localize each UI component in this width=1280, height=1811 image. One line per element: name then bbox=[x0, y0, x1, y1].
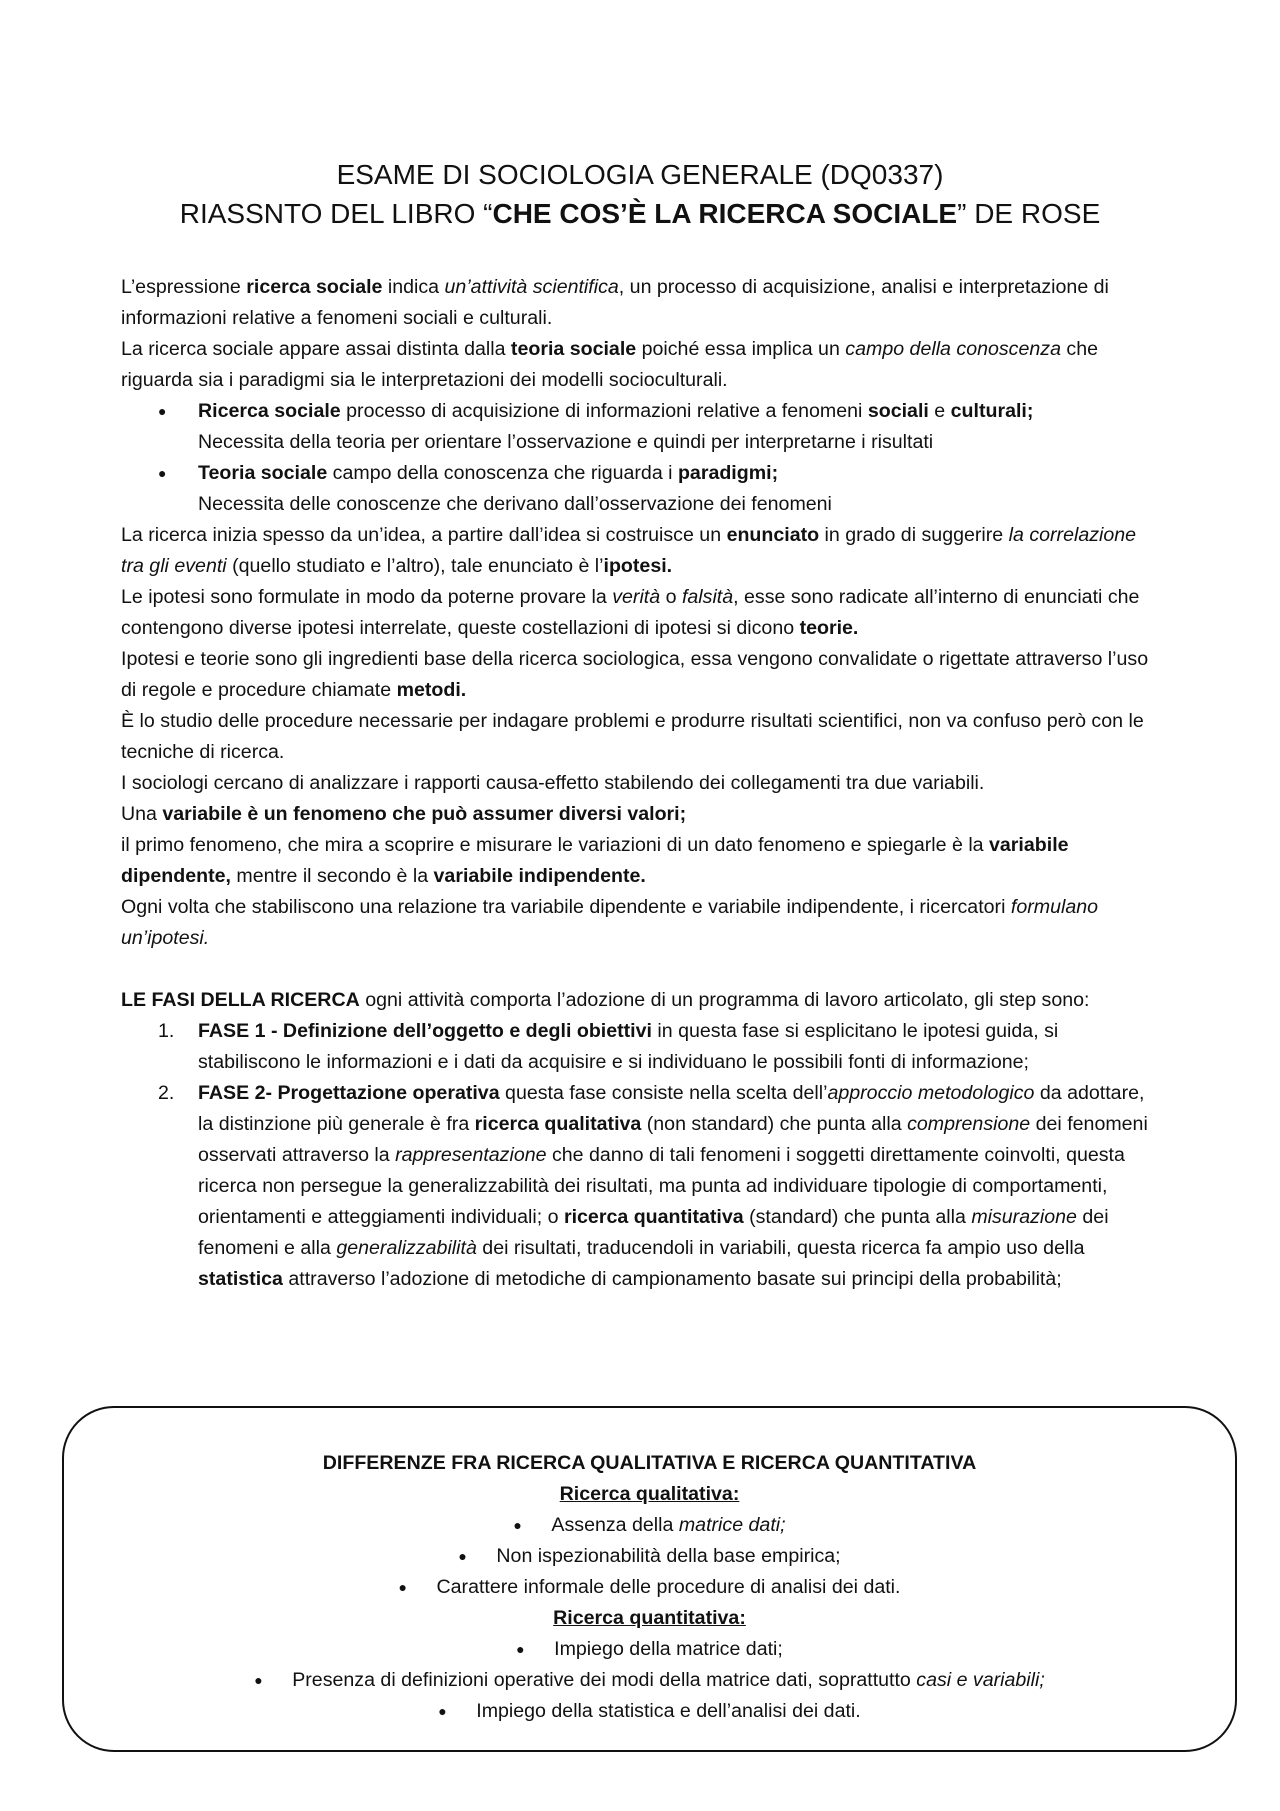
text: Necessita della teoria per orientare l’osservazione e quindi per interpretarne i risultati bbox=[198, 431, 934, 453]
italic-term: comprensione bbox=[907, 1113, 1031, 1135]
list-number: 1. bbox=[158, 1020, 175, 1042]
text: poiché essa implica un bbox=[636, 338, 846, 360]
text: in grado di suggerire bbox=[819, 524, 1009, 546]
text: questa fase consiste nella scelta dell’ bbox=[499, 1082, 828, 1104]
text: il primo fenomeno, che mira a scoprire e misurare le variazioni di un dato fenomeno e spiegarle è la bbox=[121, 834, 990, 856]
book-title: CHE COS’È LA RICERCA SOCIALE bbox=[492, 198, 958, 229]
bold-term: metodi. bbox=[396, 679, 467, 701]
text: , un processo di acquisizione, analisi e interpretazione di informazioni relative a fenomeni sociali e culturali. bbox=[121, 276, 1109, 329]
text: ogni attività comporta l’adozione di un programma di lavoro articolato, gli step sono: bbox=[359, 989, 1090, 1011]
text: La ricerca inizia spesso da un’idea, a partire dall’idea si costruisce un bbox=[121, 524, 727, 546]
page-title bbox=[0, 155, 1280, 233]
bold-term: ricerca quantitativa bbox=[563, 1206, 744, 1228]
text: Presenza di definizioni operative dei modi della matrice dati, soprattutto bbox=[292, 1669, 917, 1691]
bold-term: teorie. bbox=[799, 617, 859, 639]
phases-intro bbox=[121, 985, 1161, 1016]
text: (quello studiato e l’altro), tale enunciato è l’ bbox=[226, 555, 604, 577]
bullet-list bbox=[121, 396, 1161, 520]
italic-term: la correlazione tra gli eventi bbox=[121, 524, 1137, 577]
qualitative-heading: Ricerca qualitativa: bbox=[559, 1483, 740, 1505]
bold-term: FASE 1 - Definizione dell’oggetto e degli obiettivi bbox=[198, 1020, 652, 1042]
text: che danno di tali fenomeni i soggetti direttamente coinvolti, questa ricerca non persegue la generalizzabilità dei risultati, ma punta ad individuare tipologie di comportamenti, orientamenti e atteggiamenti individuali; o bbox=[198, 1144, 1125, 1228]
italic-term: generalizzabilità bbox=[336, 1237, 477, 1259]
box-title: DIFFERENZE FRA RICERCA QUALITATIVA E RICERCA QUANTITATIVA bbox=[322, 1452, 977, 1474]
italic-term: casi e variabili; bbox=[916, 1669, 1045, 1691]
bold-term: variabile è un fenomeno che può assumer diversi valori; bbox=[162, 803, 687, 825]
text: dei fenomeni osservati attraverso la bbox=[198, 1113, 1148, 1166]
bold-term: Teoria sociale bbox=[198, 462, 328, 484]
bold-term: paradigmi; bbox=[677, 462, 779, 484]
text: (standard) che punta alla bbox=[743, 1206, 972, 1228]
bold-term: ipotesi. bbox=[603, 555, 673, 577]
text: Assenza della bbox=[551, 1514, 679, 1536]
paragraph-10 bbox=[121, 892, 1161, 954]
paragraph-3 bbox=[121, 520, 1161, 582]
italic-term: falsità bbox=[681, 586, 734, 608]
paragraph-6: È lo studio delle procedure necessarie per indagare problemi e produrre risultati scientifici, non va confuso però con le tecniche di ricerca. bbox=[121, 710, 1144, 763]
text: Impiego della matrice dati; bbox=[554, 1638, 783, 1660]
quantitative-item-1 bbox=[64, 1634, 1235, 1665]
text: in questa fase si esplicitano le ipotesi guida, si stabiliscono le informazioni e i dati da acquisire e si individuano le possibili fonti di informazione; bbox=[198, 1020, 1059, 1073]
bullet-icon: ● bbox=[458, 1548, 467, 1564]
text: o bbox=[660, 586, 682, 608]
comparison-box bbox=[62, 1406, 1237, 1752]
section-heading: LE FASI DELLA RICERCA bbox=[121, 989, 360, 1011]
text: Una bbox=[121, 803, 163, 825]
paragraph-7: I sociologi cercano di analizzare i rapporti causa-effetto stabilendo dei collegamenti tra due variabili. bbox=[121, 772, 985, 794]
title-line-2-prefix: RIASSNTO DEL LIBRO “ bbox=[179, 198, 493, 229]
text: Non ispezionabilità della base empirica; bbox=[496, 1545, 841, 1567]
italic-term: formulano un’ipotesi. bbox=[121, 896, 1099, 949]
bold-term: ricerca sociale bbox=[246, 276, 383, 298]
bullet-item-ricerca-sociale bbox=[198, 396, 1161, 458]
text: Necessita delle conoscenze che derivano dall’osservazione dei fenomeni bbox=[198, 493, 832, 515]
bold-term: enunciato bbox=[726, 524, 820, 546]
bold-term: culturali; bbox=[950, 400, 1034, 422]
paragraph-5 bbox=[121, 644, 1161, 706]
text: Impiego della statistica e dell’analisi dei dati. bbox=[476, 1700, 861, 1722]
italic-term: un’attività scientifica bbox=[444, 276, 619, 298]
text: da adottare, la distinzione più generale è fra bbox=[198, 1082, 1145, 1135]
text: indica bbox=[382, 276, 445, 298]
text: Carattere informale delle procedure di analisi dei dati. bbox=[436, 1576, 901, 1598]
bullet-icon: ● bbox=[254, 1672, 263, 1688]
paragraph-9 bbox=[121, 830, 1161, 892]
quantitative-item-3 bbox=[64, 1696, 1235, 1727]
list-number: 2. bbox=[158, 1082, 175, 1104]
bullet-icon: ● bbox=[438, 1703, 447, 1719]
paragraph-8 bbox=[121, 799, 1161, 830]
document-body bbox=[121, 272, 1161, 1295]
text: Ipotesi e teorie sono gli ingredienti base della ricerca sociologica, essa vengono convalidate o rigettate attraverso l’uso di regole e procedure chiamate bbox=[121, 648, 1149, 701]
quantitative-heading: Ricerca quantitativa: bbox=[553, 1607, 746, 1629]
paragraph-1 bbox=[121, 272, 1161, 334]
italic-term: misurazione bbox=[971, 1206, 1077, 1228]
text: attraverso l’adozione di metodiche di campionamento basate sui principi della probabilità; bbox=[282, 1268, 1062, 1290]
qualitative-item-3 bbox=[64, 1572, 1235, 1603]
bullet-item-teoria-sociale bbox=[198, 458, 1161, 520]
bullet-icon: ● bbox=[398, 1579, 407, 1595]
paragraph-2 bbox=[121, 334, 1161, 396]
text: Le ipotesi sono formulate in modo da poterne provare la bbox=[121, 586, 613, 608]
qualitative-item-2 bbox=[64, 1541, 1235, 1572]
bold-term: sociali bbox=[867, 400, 929, 422]
quantitative-item-2 bbox=[64, 1665, 1235, 1696]
phase-item-2 bbox=[158, 1078, 1161, 1295]
bold-term: statistica bbox=[198, 1268, 283, 1290]
bold-term: ricerca qualitativa bbox=[474, 1113, 642, 1135]
text: processo di acquisizione di informazioni relative a fenomeni bbox=[340, 400, 868, 422]
title-line-2 bbox=[0, 194, 1280, 233]
bullet-icon: ● bbox=[516, 1641, 525, 1657]
text: dei fenomeni e alla bbox=[198, 1206, 1109, 1259]
title-line-2-suffix: ” DE ROSE bbox=[957, 198, 1101, 229]
bold-term: teoria sociale bbox=[510, 338, 637, 360]
bullet-icon: ● bbox=[513, 1517, 522, 1533]
spacer bbox=[121, 954, 1161, 985]
qualitative-item-1 bbox=[64, 1510, 1235, 1541]
text: , esse sono radicate all’interno di enunciati che contengono diverse ipotesi interrelate, queste costellazioni di ipotesi si dicono bbox=[121, 586, 1140, 639]
text: che riguarda sia i paradigmi sia le interpretazioni dei modelli socioculturali. bbox=[121, 338, 1099, 391]
phases-list bbox=[121, 1016, 1161, 1295]
italic-term: rappresentazione bbox=[395, 1144, 547, 1166]
phase-item-1 bbox=[158, 1016, 1161, 1078]
title-line-1: ESAME DI SOCIOLOGIA GENERALE (DQ0337) bbox=[336, 159, 944, 190]
italic-term: approccio metodologico bbox=[827, 1082, 1035, 1104]
bold-term: Ricerca sociale bbox=[198, 400, 341, 422]
italic-term: campo della conoscenza bbox=[845, 338, 1061, 360]
text: L’espressione bbox=[121, 276, 247, 298]
text: e bbox=[928, 400, 951, 422]
text: Ogni volta che stabiliscono una relazione tra variabile dipendente e variabile indipendente, i ricercatori bbox=[121, 896, 1011, 918]
italic-term: matrice dati; bbox=[678, 1514, 786, 1536]
italic-term: verità bbox=[612, 586, 661, 608]
bold-term: variabile indipendente. bbox=[433, 865, 646, 887]
text: La ricerca sociale appare assai distinta dalla bbox=[121, 338, 511, 360]
text: campo della conoscenza che riguarda i bbox=[327, 462, 678, 484]
text: dei risultati, traducendoli in variabili, questa ricerca fa ampio uso della bbox=[476, 1237, 1085, 1259]
text: mentre il secondo è la bbox=[230, 865, 434, 887]
bold-term: variabile dipendente, bbox=[121, 834, 1069, 887]
bold-term: FASE 2- Progettazione operativa bbox=[198, 1082, 500, 1104]
paragraph-4 bbox=[121, 582, 1161, 644]
text: (non standard) che punta alla bbox=[641, 1113, 908, 1135]
